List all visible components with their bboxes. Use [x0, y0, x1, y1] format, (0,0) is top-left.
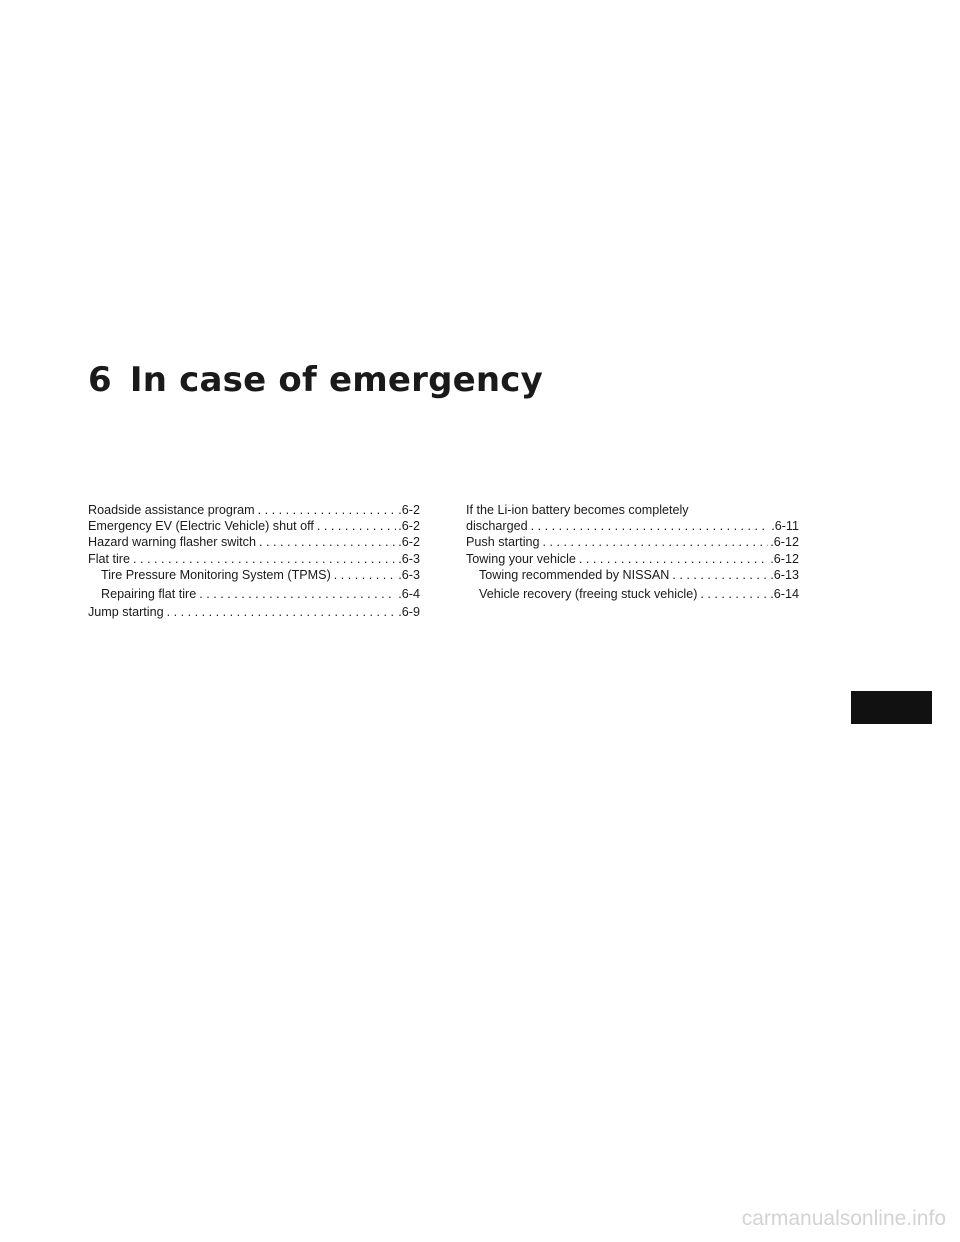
toc-entry-label: Vehicle recovery (freeing stuck vehicle): [479, 586, 698, 601]
toc-entry-label: Emergency EV (Electric Vehicle) shut off: [88, 519, 314, 534]
chapter-title: [88, 360, 543, 400]
toc-entry-label: Push starting: [466, 535, 540, 550]
chapter-title-text: In case of emergency: [129, 360, 544, 400]
toc-entry-towing-recommended[interactable]: [466, 567, 799, 583]
toc-entry-page: .6-13: [770, 567, 799, 582]
toc-entry-page: .6-11: [771, 519, 799, 534]
toc-entry-label: Hazard warning flasher switch: [88, 535, 256, 550]
toc-entry-page: .6-2: [398, 535, 420, 550]
toc-leader-dots: [579, 551, 768, 567]
toc-entry-vehicle-recovery[interactable]: [466, 586, 799, 602]
toc-entry-page: .6-4: [398, 586, 420, 601]
toc-entry-battery-discharged[interactable]: [466, 518, 799, 534]
toc-entry-label: Jump starting: [88, 605, 164, 620]
toc-entry-label: Repairing flat tire: [101, 586, 197, 601]
toc-entry-page: .6-2: [398, 519, 420, 534]
toc-leader-dots: [259, 534, 396, 550]
toc-entry-label: Roadside assistance program: [88, 503, 255, 517]
toc-leader-dots: [167, 604, 397, 620]
toc-entry-label-first-line[interactable]: If the Li-ion battery becomes completely: [466, 503, 689, 517]
toc-entry-page: .6-3: [398, 567, 420, 582]
watermark: carmanualsonline.info: [741, 1207, 946, 1230]
toc-leader-dots: [317, 518, 396, 534]
toc-leader-dots: [133, 551, 396, 567]
toc-entry-tpms[interactable]: [88, 567, 420, 583]
toc-leader-dots: [334, 567, 397, 583]
toc-entry-page: .6-12: [770, 551, 799, 566]
toc-entry-emergency-ev-shut-off[interactable]: [88, 518, 420, 534]
toc-entry-towing-your-vehicle[interactable]: [466, 551, 799, 567]
toc-entry-page: .6-14: [770, 586, 799, 601]
toc-entry-repairing-flat-tire[interactable]: [88, 586, 420, 602]
toc-entry-page: .6-9: [398, 605, 420, 620]
toc-entry-roadside-assistance[interactable]: [88, 502, 420, 518]
toc-leader-dots: [672, 567, 768, 583]
toc-entry-label: Towing recommended by NISSAN: [479, 567, 670, 582]
toc-leader-dots: [700, 586, 768, 602]
chapter-thumb-tab: [851, 691, 932, 724]
toc-leader-dots: [199, 586, 396, 602]
toc-leader-dots: [531, 518, 770, 534]
toc-entry-page: .6-2: [398, 503, 420, 517]
toc-leader-dots: [258, 502, 397, 518]
toc-entry-push-starting[interactable]: [466, 534, 799, 550]
chapter-number: 6: [88, 360, 112, 400]
toc-entry-label: discharged: [466, 519, 528, 534]
toc-entry-hazard-warning-flasher[interactable]: [88, 534, 420, 550]
toc-entry-jump-starting[interactable]: [88, 604, 420, 620]
toc-entry-label: Towing your vehicle: [466, 551, 576, 566]
toc-leader-dots: [543, 534, 769, 550]
toc-entry-page: .6-3: [398, 551, 420, 566]
toc-entry-page: .6-12: [770, 535, 799, 550]
toc-entry-flat-tire[interactable]: [88, 551, 420, 567]
toc-left-column: [88, 502, 420, 621]
toc-entry-label: Flat tire: [88, 551, 130, 566]
toc-entry-label: Tire Pressure Monitoring System (TPMS): [101, 567, 331, 582]
toc-right-column: [466, 502, 799, 602]
